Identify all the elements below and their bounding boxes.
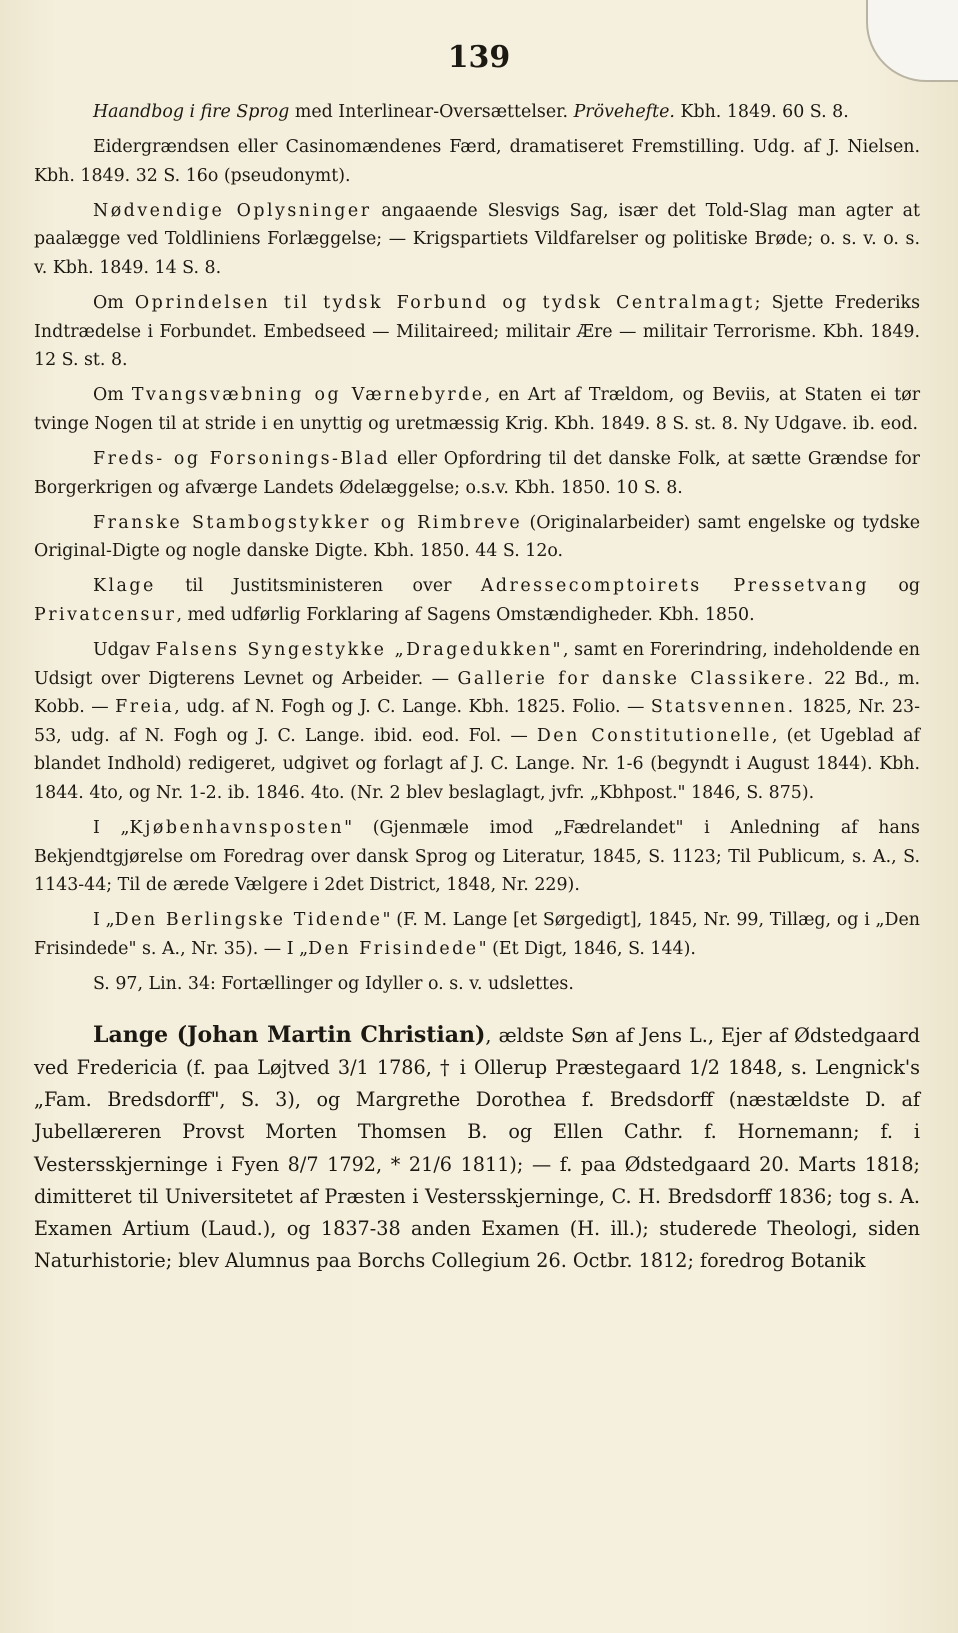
entry-note: Prövehefte.: [573, 102, 675, 122]
entry-title: Freia: [115, 697, 175, 718]
bibliography-entry-9: [34, 636, 920, 808]
entry-text: med Interlinear-Oversættelser.: [289, 102, 574, 122]
entry-text: Om: [93, 385, 132, 406]
entry-title: Gallerie for danske Classikere.: [457, 668, 816, 689]
bibliography-entry-7: [34, 509, 920, 566]
entry-text: Kbh. 1849. 60 S. 8.: [674, 102, 849, 122]
entry-text: angaaende Slesvigs Sag, især det Told-Slag man agter at paalægge ved Toldliniens Forlæggelse; — Krigspartiets Vildfarelser og politiske Brøde; o. s. v. o. s. v. Kbh. 1849. 14 S. 8.: [34, 200, 920, 278]
entry-text: " (Et Digt, 1846, S. 144).: [478, 939, 696, 960]
entry-text: 1825, Nr. 23-53, udg. af N. Fogh og J. C. Lange. ibid. eod. Fol. —: [34, 697, 920, 746]
entry-text: til Justitsministeren over: [155, 576, 481, 597]
entry-title: Klage: [93, 576, 156, 597]
bibliography-entry-11: [34, 906, 920, 963]
bibliography-entry-10: [34, 814, 920, 900]
entry-text: Udgav: [93, 640, 156, 661]
entry-title: Tvangsvæbning og Værnebyrde: [131, 385, 485, 406]
entry-text: " (F. M. Lange [et Sørgedigt], 1845, Nr. 99, Tillæg, og i „Den Frisindede" s. A., Nr. 35). — I „: [34, 910, 920, 960]
entry-text: , (et Ugeblad af blandet Indhold) redigeret, udgivet og forlagt af J. C. Lange. Nr. 1-6 (begyndt i August 1844). Kbh. 1844. 4to, og Nr. 1-2. ib. 1846. 4to. (Nr. 2 blev beslaglagt, jvfr. „Kbhpost." 1846, S. 875).: [34, 725, 920, 804]
entry-text: eller Opfordring til det danske Folk, at sætte Grændse for Borgerkrigen og afværge Landets Ødelæggelse; o.s.v. Kbh. 1850. 10 S. 8.: [34, 449, 920, 498]
biography-name: Lange (Johan Martin Christian): [93, 1021, 486, 1048]
entry-title: Franske Stambogstykker og Rimbreve: [93, 512, 523, 533]
entry-text: I „: [93, 818, 130, 839]
bibliography-entry-4: [34, 289, 920, 375]
entry-title: Den Berlingske Tidende: [114, 910, 383, 931]
entry-text: , en Art af Trældom, og Beviis, at Staten ei tør tvinge Nogen til at stride i en unyttig og uretmæssig Krig. Kbh. 1849. 8 S. st. 8. Ny Udgave. ib. eod.: [34, 385, 921, 434]
entry-title: Oprindelsen til tydsk Forbund og tydsk Centralmagt: [134, 293, 755, 314]
entry-text: , udg. af N. Fogh og J. C. Lange. Kbh. 1825. Folio. —: [174, 697, 651, 718]
entry-title: Adressecomptoirets Pressetvang: [480, 576, 869, 597]
biography-text: , ældste Søn af Jens L., Ejer af Ødstedgaard ved Fredericia (f. paa Løjtved 3/1 1786, † i Ollerup Præstegaard 1/2 1848, s. Lengnick's „Fam. Bredsdorff", S. 3), og Margrethe Dorothea f. Bredsdorff (næstældste D. af Jubellæreren Provst Morten Thomsen B. og Ellen Cathr. f. Hornemann; f. i Vestersskjerninge i Fyen 8/7 1792, * 21/6 1811); — f. paa Ødstedgaard 20. Marts 1818; dimitteret til Universitetet af Præsten i Vestersskjerninge, C. H. Bredsdorff 1836; tog s. A. Examen Artium (Laud.), og 1837-38 anden Examen (H. ill.); studerede Theologi, siden Naturhistorie; blev Alumnus paa Borchs Collegium 26. Octbr. 1812; foredrog Botanik: [34, 1023, 920, 1273]
entry-text: Eidergrændsen eller Casinomændenes Færd, dramatiseret Fremstilling. Udg. af J. Nielsen. Kbh. 1849. 32 S. 16o (pseudonymt).: [34, 137, 920, 186]
entry-title: Privatcensur: [34, 605, 177, 625]
entry-text: , samt en Forerindring, indeholdende en Udsigt over Digterens Levnet og Arbeider. —: [34, 640, 920, 689]
entry-text: og: [869, 576, 920, 597]
entry-text: Om: [93, 293, 135, 314]
entry-title: Statsvennen.: [650, 697, 796, 718]
entry-title: Nødvendige Oplysninger: [93, 200, 372, 221]
bibliography-entry-1: [34, 98, 920, 127]
bibliography-entry-8: [34, 572, 920, 629]
bibliography-entry-2: [34, 133, 920, 190]
entry-text: S. 97, Lin. 34: Fortællinger og Idyller o. s. v. udslettes.: [93, 974, 574, 995]
errata-line: [34, 970, 920, 999]
entry-title: Haandbog i fire Sprog: [93, 102, 290, 122]
entry-title: Falsens Syngestykke „Dragedukken": [155, 640, 564, 661]
entry-text: , med udførlig Forklaring af Sagens Omstændigheder. Kbh. 1850.: [176, 605, 755, 625]
entry-title: Den Constitutionelle: [536, 725, 772, 746]
entry-title: Freds- og Forsonings-Blad: [93, 449, 391, 470]
entry-text: 22 Bd., m. Kobb. —: [34, 668, 920, 718]
entry-text: (Originalarbeider) samt engelske og tydske Original-Digte og nogle danske Digte. Kbh. 1850. 44 S. 12o.: [34, 512, 920, 562]
entry-title: Den Frisindede: [308, 939, 479, 960]
entry-text: " (Gjenmæle imod „Fædrelandet" i Anledning af hans Bekjendtgjørelse om Foredrag over dansk Sprog og Literatur, 1845, S. 1123; Til Publicum, s. A., S. 1143-44; Til de ærede Vælgere i 2det District, 1848, Nr. 229).: [34, 818, 920, 896]
biography-entry: [34, 1019, 920, 1278]
entry-title: Kjøbenhavnsposten: [129, 818, 345, 839]
bibliography-entry-5: [34, 381, 920, 438]
page-body: [34, 98, 920, 1297]
entry-text: ; Sjette Frederiks Indtrædelse i Forbundet. Embedseed — Militaireed; militair Ære — militair Terrorisme. Kbh. 1849. 12 S. st. 8.: [34, 293, 920, 371]
bibliography-entry-6: [34, 445, 920, 502]
entry-text: I „: [93, 910, 115, 931]
bibliography-entry-3: [34, 197, 920, 283]
page-number: 139: [447, 40, 511, 75]
